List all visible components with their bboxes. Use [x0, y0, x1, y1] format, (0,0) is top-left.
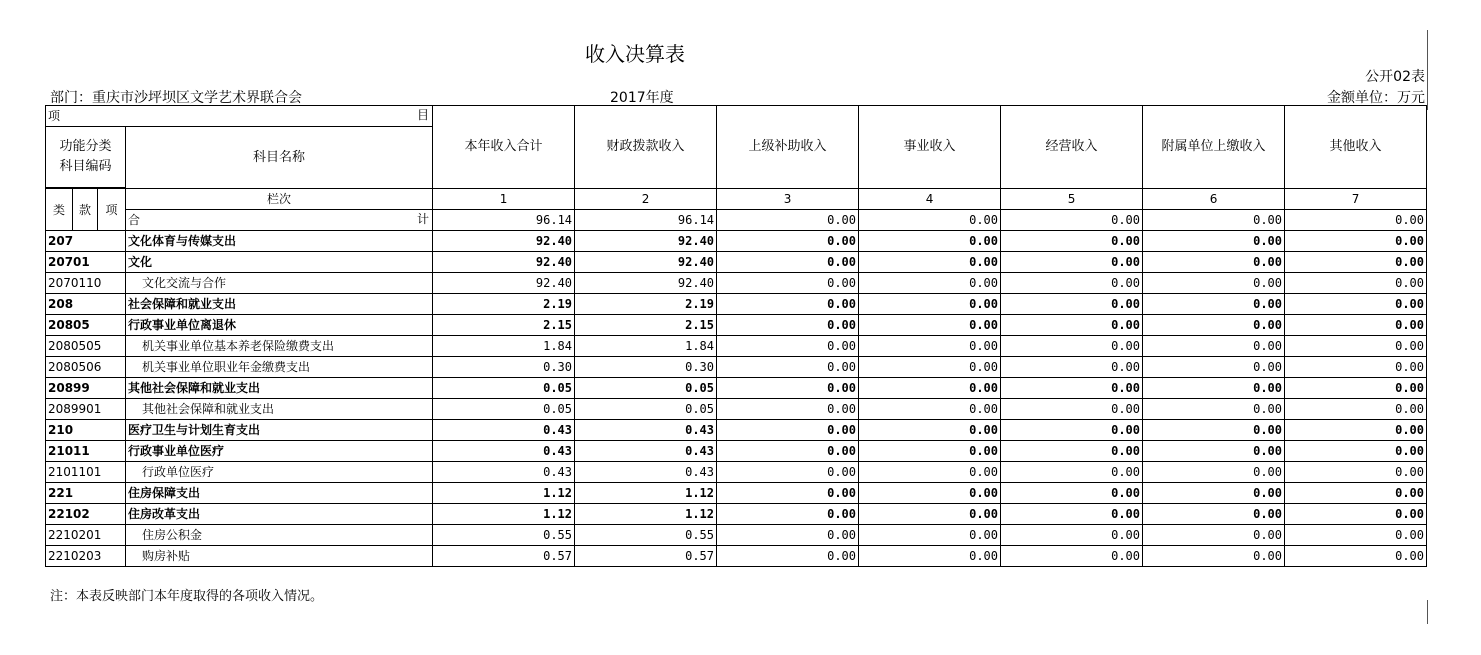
row-code: 22102: [46, 504, 126, 525]
row-code: 2080505: [46, 336, 126, 357]
row-value: 0.00: [1143, 441, 1285, 462]
table-row: [46, 357, 1427, 378]
table-row: [46, 231, 1427, 252]
row-value: 0.05: [575, 399, 717, 420]
row-value: 0.43: [433, 462, 575, 483]
row-value: 0.00: [1001, 231, 1143, 252]
row-value: 0.00: [1285, 252, 1427, 273]
row-code: 21011: [46, 441, 126, 462]
row-value: 0.00: [1001, 504, 1143, 525]
row-value: 0.00: [717, 441, 859, 462]
row-value: 0.00: [859, 315, 1001, 336]
row-value: 92.40: [433, 273, 575, 294]
row-subject-name: 其他社会保障和就业支出: [126, 399, 433, 420]
row-value: 0.00: [1143, 546, 1285, 567]
col-num-1: 1: [433, 189, 575, 210]
row-value: 0.00: [717, 357, 859, 378]
row-subject-name: 住房公积金: [126, 525, 433, 546]
row-value: 0.00: [717, 231, 859, 252]
row-value: 0.00: [1001, 252, 1143, 273]
row-value: 0.00: [1143, 273, 1285, 294]
row-value: 0.43: [433, 441, 575, 462]
total-value: 0.00: [859, 210, 1001, 231]
row-value: 0.43: [575, 441, 717, 462]
row-value: 2.19: [433, 294, 575, 315]
row-value: 0.00: [1285, 420, 1427, 441]
row-value: 0.00: [1143, 336, 1285, 357]
row-value: 0.00: [1143, 525, 1285, 546]
row-value: 0.00: [859, 399, 1001, 420]
col-header-3: 上级补助收入: [717, 106, 859, 189]
department-label: 部门：重庆市沙坪坝区文学艺术界联合会: [50, 90, 302, 106]
row-value: 0.00: [859, 546, 1001, 567]
row-value: 0.00: [859, 525, 1001, 546]
row-value: 0.00: [717, 378, 859, 399]
row-value: 0.00: [1143, 483, 1285, 504]
col-num-7: 7: [1285, 189, 1427, 210]
total-value: 0.00: [1001, 210, 1143, 231]
total-he: 合: [128, 213, 141, 227]
row-value: 0.00: [859, 441, 1001, 462]
row-value: 0.00: [1001, 357, 1143, 378]
row-code: 207: [46, 231, 126, 252]
row-value: 0.00: [859, 483, 1001, 504]
row-code: 20701: [46, 252, 126, 273]
row-value: 0.00: [1001, 378, 1143, 399]
row-value: 0.00: [717, 504, 859, 525]
row-value: 92.40: [575, 231, 717, 252]
row-value: 0.00: [1143, 462, 1285, 483]
col-header-1: 本年收入合计: [433, 106, 575, 189]
header-mu: 目: [417, 108, 430, 122]
row-code: 2210203: [46, 546, 126, 567]
fiscal-year: 2017年度: [610, 90, 674, 106]
row-value: 0.43: [575, 420, 717, 441]
row-value: 0.00: [1143, 420, 1285, 441]
total-value: 96.14: [433, 210, 575, 231]
row-value: 2.15: [433, 315, 575, 336]
row-value: 0.00: [1001, 399, 1143, 420]
row-code: 2070110: [46, 273, 126, 294]
col-num-3: 3: [717, 189, 859, 210]
row-value: 92.40: [575, 273, 717, 294]
row-value: 92.40: [433, 231, 575, 252]
row-value: 0.00: [1001, 525, 1143, 546]
row-subject-name: 购房补贴: [126, 546, 433, 567]
row-value: 0.00: [717, 546, 859, 567]
row-value: 0.00: [1285, 336, 1427, 357]
row-code: 208: [46, 294, 126, 315]
row-value: 0.00: [1001, 336, 1143, 357]
row-code: 2101101: [46, 462, 126, 483]
row-value: 0.57: [575, 546, 717, 567]
table-row: [46, 273, 1427, 294]
row-value: 0.00: [859, 336, 1001, 357]
row-value: 0.00: [1143, 294, 1285, 315]
row-value: 0.00: [859, 273, 1001, 294]
row-value: 0.00: [717, 252, 859, 273]
table-row: [46, 504, 1427, 525]
table-row: [46, 399, 1427, 420]
row-value: 0.43: [575, 462, 717, 483]
header-kuan: 款: [73, 189, 98, 231]
table-row: [46, 462, 1427, 483]
row-value: 0.00: [1143, 504, 1285, 525]
row-value: 0.00: [717, 525, 859, 546]
row-code: 2080506: [46, 357, 126, 378]
header-xiang2: 项: [98, 189, 126, 231]
row-value: 0.00: [1143, 399, 1285, 420]
row-value: 0.00: [1285, 378, 1427, 399]
total-value: 0.00: [717, 210, 859, 231]
row-value: 0.00: [1285, 441, 1427, 462]
row-value: 0.00: [1001, 294, 1143, 315]
header-subject-name: 科目名称: [126, 127, 433, 189]
row-value: 0.00: [1285, 315, 1427, 336]
total-value: 0.00: [1285, 210, 1427, 231]
row-value: 0.00: [1001, 315, 1143, 336]
row-value: 1.84: [433, 336, 575, 357]
form-number: 公开02表: [1365, 69, 1425, 85]
row-value: 0.00: [1143, 252, 1285, 273]
row-value: 0.05: [433, 399, 575, 420]
row-value: 0.00: [1143, 357, 1285, 378]
page-title: 收入决算表: [585, 42, 685, 66]
row-value: 0.00: [1001, 420, 1143, 441]
col-num-6: 6: [1143, 189, 1285, 210]
table-row: [46, 525, 1427, 546]
row-value: 0.00: [1001, 273, 1143, 294]
row-value: 0.00: [1285, 546, 1427, 567]
row-value: 0.00: [859, 504, 1001, 525]
page-edge-line: [1427, 600, 1428, 624]
row-value: 0.00: [717, 273, 859, 294]
income-table: [45, 105, 1427, 567]
row-subject-name: 其他社会保障和就业支出: [126, 378, 433, 399]
col-num-2: 2: [575, 189, 717, 210]
row-value: 0.00: [1001, 483, 1143, 504]
row-subject-name: 行政单位医疗: [126, 462, 433, 483]
table-row: [46, 546, 1427, 567]
table-row: [46, 483, 1427, 504]
footnote: 注：本表反映部门本年度取得的各项收入情况。: [50, 589, 324, 604]
table-row: [46, 336, 1427, 357]
page-edge-line: [1427, 30, 1428, 110]
row-value: 0.00: [717, 462, 859, 483]
row-value: 0.00: [1285, 462, 1427, 483]
row-code: 20805: [46, 315, 126, 336]
row-value: 0.00: [1143, 231, 1285, 252]
row-value: 0.00: [859, 378, 1001, 399]
col-num-5: 5: [1001, 189, 1143, 210]
row-subject-name: 医疗卫生与计划生育支出: [126, 420, 433, 441]
total-label: [126, 210, 433, 231]
col-header-7: 其他收入: [1285, 106, 1427, 189]
header-lei: 类: [46, 189, 73, 231]
row-value: 0.57: [433, 546, 575, 567]
row-subject-name: 机关事业单位基本养老保险缴费支出: [126, 336, 433, 357]
row-value: 0.30: [433, 357, 575, 378]
table-row: [46, 441, 1427, 462]
row-value: 0.00: [859, 357, 1001, 378]
row-value: 1.12: [433, 504, 575, 525]
row-value: 1.84: [575, 336, 717, 357]
row-value: 0.05: [575, 378, 717, 399]
col-header-5: 经营收入: [1001, 106, 1143, 189]
row-value: 0.30: [575, 357, 717, 378]
row-value: 0.43: [433, 420, 575, 441]
row-subject-name: 住房改革支出: [126, 504, 433, 525]
header-lanci: 栏次: [126, 189, 433, 210]
row-value: 0.00: [859, 462, 1001, 483]
row-value: 0.00: [1143, 315, 1285, 336]
row-code: 20899: [46, 378, 126, 399]
table-row: [46, 294, 1427, 315]
row-value: 0.00: [1285, 525, 1427, 546]
row-value: 0.00: [859, 420, 1001, 441]
row-code: 221: [46, 483, 126, 504]
header-xiang: 项: [48, 109, 61, 123]
row-value: 0.00: [717, 399, 859, 420]
total-value: 96.14: [575, 210, 717, 231]
header-func-code: 功能分类 科目编码: [46, 127, 126, 188]
table-row: [46, 252, 1427, 273]
col-header-2: 财政拨款收入: [575, 106, 717, 189]
row-code: 2089901: [46, 399, 126, 420]
table-row: [46, 315, 1427, 336]
row-value: 0.00: [1285, 294, 1427, 315]
row-value: 1.12: [433, 483, 575, 504]
row-value: 0.55: [433, 525, 575, 546]
row-subject-name: 住房保障支出: [126, 483, 433, 504]
table-row: [46, 378, 1427, 399]
row-value: 0.05: [433, 378, 575, 399]
col-num-4: 4: [859, 189, 1001, 210]
row-value: 0.00: [1001, 462, 1143, 483]
table-row: [46, 420, 1427, 441]
row-subject-name: 文化体育与传媒支出: [126, 231, 433, 252]
row-subject-name: 文化: [126, 252, 433, 273]
row-subject-name: 机关事业单位职业年金缴费支出: [126, 357, 433, 378]
row-code: 2210201: [46, 525, 126, 546]
row-subject-name: 文化交流与合作: [126, 273, 433, 294]
row-value: 92.40: [433, 252, 575, 273]
row-value: 0.55: [575, 525, 717, 546]
header-xiang-mu: [46, 106, 433, 127]
row-value: 2.19: [575, 294, 717, 315]
row-value: 2.15: [575, 315, 717, 336]
row-value: 0.00: [859, 294, 1001, 315]
row-value: 0.00: [1285, 483, 1427, 504]
row-value: 92.40: [575, 252, 717, 273]
row-value: 0.00: [1285, 399, 1427, 420]
row-value: 0.00: [717, 336, 859, 357]
row-value: 0.00: [1285, 504, 1427, 525]
row-value: 0.00: [717, 315, 859, 336]
row-subject-name: 社会保障和就业支出: [126, 294, 433, 315]
row-subject-name: 行政事业单位离退休: [126, 315, 433, 336]
row-value: 0.00: [859, 252, 1001, 273]
row-value: 0.00: [717, 420, 859, 441]
row-value: 0.00: [1285, 357, 1427, 378]
col-header-6: 附属单位上缴收入: [1143, 106, 1285, 189]
row-value: 1.12: [575, 504, 717, 525]
row-subject-name: 行政事业单位医疗: [126, 441, 433, 462]
row-value: 0.00: [717, 294, 859, 315]
row-value: 0.00: [1285, 231, 1427, 252]
col-header-4: 事业收入: [859, 106, 1001, 189]
row-value: 0.00: [1001, 441, 1143, 462]
total-value: 0.00: [1143, 210, 1285, 231]
row-value: 0.00: [1285, 273, 1427, 294]
row-value: 0.00: [717, 483, 859, 504]
row-code: 210: [46, 420, 126, 441]
row-value: 1.12: [575, 483, 717, 504]
row-value: 0.00: [859, 231, 1001, 252]
row-value: 0.00: [1001, 546, 1143, 567]
amount-unit: 金额单位：万元: [1327, 90, 1425, 106]
row-value: 0.00: [1143, 378, 1285, 399]
total-ji: 计: [417, 212, 430, 226]
